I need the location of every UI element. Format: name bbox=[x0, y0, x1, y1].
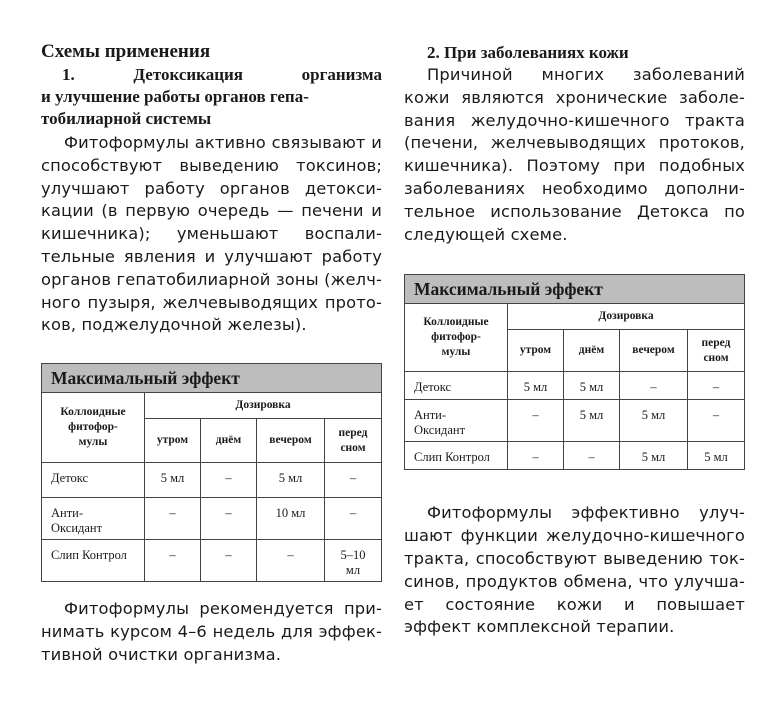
dose-bedtime: – bbox=[688, 400, 745, 442]
dose-morning: – bbox=[145, 498, 201, 540]
col-formula-l2: фитофор- bbox=[431, 331, 481, 344]
dose-day: 5 мл bbox=[564, 400, 620, 442]
table-row bbox=[405, 372, 745, 400]
col-bedtime-l1: перед bbox=[701, 336, 731, 349]
row-name: Детокс bbox=[405, 372, 508, 400]
col-bedtime-header bbox=[325, 419, 382, 463]
dose-bedtime: 5 мл bbox=[688, 442, 745, 470]
dose-morning: 5 мл bbox=[145, 463, 201, 498]
dose-day: 5 мл bbox=[564, 372, 620, 400]
dose-morning: – bbox=[508, 400, 564, 442]
dose-evening: – bbox=[620, 372, 688, 400]
outro-paragraph-right: Фитоформулы эффективно улуч-шают функции желудочно-кишечного тракта, способствуют выведению ток-синов, продуктов обмена, что улучша-ет состояние кожи и повышает эффект комплексной терапии. bbox=[404, 503, 745, 637]
subheading-1-word2: организма bbox=[301, 65, 382, 84]
dosage-table-right bbox=[404, 274, 745, 470]
row-name: Анти- Оксидант bbox=[405, 400, 508, 442]
table-row bbox=[42, 540, 382, 582]
dose-bedtime: – bbox=[325, 498, 382, 540]
outro-paragraph-left: Фитоформулы рекомендуется при-нимать курсом 4–6 недель для эффек-тивной очистки организма. bbox=[41, 599, 382, 664]
dose-day: – bbox=[201, 540, 257, 582]
col-day-header: днём bbox=[564, 330, 620, 372]
table-caption: Максимальный эффект bbox=[42, 364, 382, 393]
dose-day: – bbox=[201, 498, 257, 540]
col-formula-l1: Коллоидные bbox=[60, 406, 126, 419]
dose-morning: – bbox=[145, 540, 201, 582]
dose-bedtime: – bbox=[688, 372, 745, 400]
col-formula-l3: мулы bbox=[78, 436, 108, 449]
col-formula-header bbox=[42, 393, 145, 463]
col-morning-header: утром bbox=[508, 330, 564, 372]
dose-evening: – bbox=[257, 540, 325, 582]
table-caption: Максимальный эффект bbox=[405, 275, 745, 304]
table-row bbox=[405, 400, 745, 442]
subheading-1-line2: и улучшение работы органов гепа- bbox=[41, 87, 309, 106]
subheading-1-line1 bbox=[41, 64, 382, 86]
col-bedtime-header bbox=[688, 330, 745, 372]
table-row bbox=[405, 442, 745, 470]
dose-morning: 5 мл bbox=[508, 372, 564, 400]
row-name: Слип Контрол bbox=[405, 442, 508, 470]
intro-paragraph-left: Фитоформулы активно связывают и способствуют выведению токсинов; улучшают работу органов детокси-кации (в первую очередь — печени и кишечника); уменьшают воспали-тельные явления и улучшают работу органов гепатобилиарной зоны (желч-ного пузыря, желчевыводящих прото-ков, поджелудочной железы). bbox=[41, 133, 382, 335]
dose-evening: 5 мл bbox=[257, 463, 325, 498]
col-day-header: днём bbox=[201, 419, 257, 463]
col-formula-l3: мулы bbox=[441, 346, 471, 359]
row-name: Анти- Оксидант bbox=[42, 498, 145, 540]
dosage-table-left bbox=[41, 363, 382, 582]
dose-bedtime: – bbox=[325, 463, 382, 498]
section-title: Схемы применения bbox=[41, 41, 211, 62]
dose-day: – bbox=[201, 463, 257, 498]
table-row bbox=[42, 498, 382, 540]
right-column bbox=[404, 40, 745, 639]
dose-evening: 5 мл bbox=[620, 400, 688, 442]
dose-evening: 10 мл bbox=[257, 498, 325, 540]
col-formula-l1: Коллоидные bbox=[423, 316, 489, 329]
col-evening-header: вечером bbox=[620, 330, 688, 372]
col-bedtime-l1: перед bbox=[338, 426, 368, 439]
col-evening-header: вечером bbox=[257, 419, 325, 463]
dose-evening: 5 мл bbox=[620, 442, 688, 470]
col-bedtime-l2: сном bbox=[340, 441, 366, 454]
subheading-2: 2. При заболеваниях кожи bbox=[427, 43, 629, 62]
col-formula-header bbox=[405, 304, 508, 372]
dose-day: – bbox=[564, 442, 620, 470]
col-morning-header: утром bbox=[145, 419, 201, 463]
subheading-1-word1: Детоксикация bbox=[133, 65, 244, 84]
subheading-1-line3: тобилиарной системы bbox=[41, 109, 212, 128]
row-name: Слип Контрол bbox=[42, 540, 145, 582]
subheading-1-number: 1. bbox=[62, 65, 75, 84]
left-column bbox=[41, 40, 382, 667]
intro-paragraph-right: Причиной многих заболеваний кожи являются хронические заболе-вания желудочно-кишечного тракта (печени, желчевыводящих протоков, кишечника). Поэтому при подобных заболеваниях необходимо дополни-тельное использование Детокса по следующей схеме. bbox=[404, 65, 745, 244]
row-name: Детокс bbox=[42, 463, 145, 498]
table-row bbox=[42, 463, 382, 498]
col-dosage-header: Дозировка bbox=[508, 304, 745, 330]
dose-bedtime: 5–10 мл bbox=[325, 540, 382, 582]
col-dosage-header: Дозировка bbox=[145, 393, 382, 419]
col-formula-l2: фитофор- bbox=[68, 421, 118, 434]
col-bedtime-l2: сном bbox=[703, 351, 729, 364]
dose-morning: – bbox=[508, 442, 564, 470]
